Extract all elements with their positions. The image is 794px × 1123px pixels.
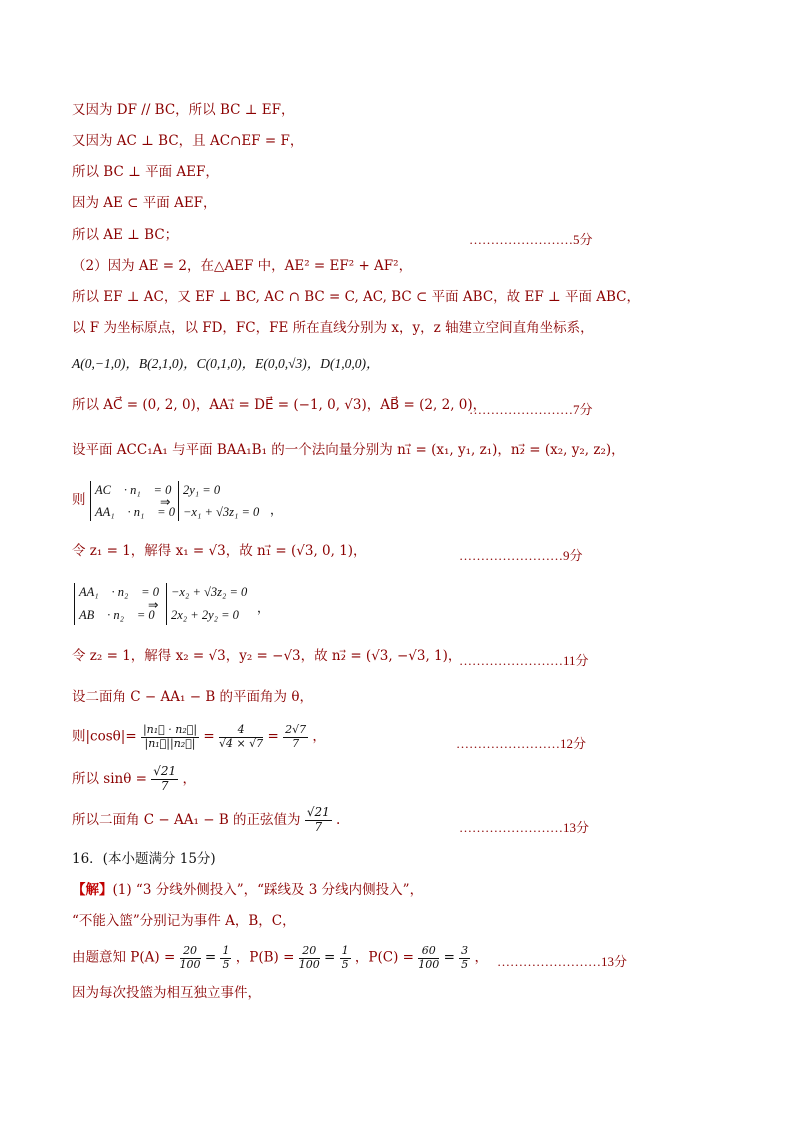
system2-brace-left	[74, 583, 75, 625]
cos-fraction-2: $\frac{4}{√4 \times √7}$	[218, 723, 264, 750]
question-16-heading: 16．(本小题满分 15分)	[72, 851, 216, 867]
system1-eq-b2: −x₁ + √3z₁ = 0	[183, 505, 260, 519]
system2-comma: ，	[257, 601, 270, 615]
dihedral-angle-line: 设二面角 C − AA₁ − B 的平面角为 θ，	[72, 689, 313, 705]
system1-eq-a1: AC⃗ · n₁⃗ = 0	[95, 483, 172, 497]
system1-eq-a2: AA₁⃗ · n₁⃗ = 0	[95, 505, 175, 519]
normal-vectors-line: 设平面 ACC₁A₁ 与平面 BAA₁B₁ 的一个法向量分别为 n₁⃗ = (x₁, y₁, z₁)，n₂⃗ = (x₂, y₂, z₂)，	[72, 442, 625, 458]
system1-brace-right	[178, 481, 179, 521]
proof-line-5: 所以 AE ⊥ BC；	[72, 227, 179, 243]
points-line: A(0,−1,0)，B(2,1,0)，C(0,1,0)，E(0,0,√3)，D(1,0,0)，	[72, 356, 380, 371]
pc-fraction-1: $\frac{60}{100}$	[418, 944, 440, 971]
cos-fraction-3: $\frac{2√7}{7}$	[285, 723, 307, 750]
system1-eq-b1: 2y₁ = 0	[183, 483, 221, 497]
system2-eq-a2: AB⃗ · n₂⃗ = 0	[79, 608, 155, 622]
score-13: ……………………13分	[459, 820, 590, 835]
coordinate-system-line: 以 F 为坐标原点，以 FD，FC，FE 所在直线分别为 x，y，z 轴建立空间直角坐标系，	[72, 320, 594, 336]
solution-line-2: “不能入篮”分别记为事件 A，B，C，	[72, 913, 296, 929]
pb-fraction-2: $\frac{1}{5}$	[341, 944, 349, 971]
proof-line-1: 又因为 DF // BC，所以 BC ⊥ EF，	[72, 102, 295, 118]
score-11: ……………………11分	[459, 653, 589, 668]
pa-fraction-1: $\frac{20}{100}$	[179, 944, 201, 971]
part2-line-1: （2）因为 AE = 2，在△AEF 中，AE² = EF² + AF²，	[72, 258, 413, 274]
system1-prefix: 则	[72, 492, 86, 508]
cos-formula-line: 则|cosθ|= $\frac{\text{|n₁⃗ · n₂⃗|}}{\text{|n₁⃗||n₂⃗|}}$ = $\frac{4}{√4 \times √7}$ = $\frac{2√7}{7}$ ，	[72, 723, 326, 750]
system2-eq-a1: AA₁⃗ · n₂⃗ = 0	[79, 585, 159, 599]
part2-line-2: 所以 EF ⊥ AC，又 EF ⊥ BC, AC ∩ BC = C, AC, BC ⊂ 平面 ABC，故 EF ⊥ 平面 ABC，	[72, 289, 641, 305]
score-12: ……………………12分	[456, 736, 587, 751]
solve-n1-line: 令 z₁ = 1，解得 x₁ = √3，故 n₁⃗ = (√3, 0, 1)，	[72, 543, 367, 559]
system2-arrow: ⇒	[148, 598, 159, 612]
answer-line: 所以二面角 C − AA₁ − B 的正弦值为 $\frac{√21}{7}$ .	[72, 805, 341, 834]
probability-line: 由题意知 P(A) = $\frac{20}{100}$ = $\frac{1}{5}$ ，P(B) = $\frac{20}{100}$ = $\frac{1}{5}$ ，P(C) = $\frac{60}{100}$ = $\frac{3}{5}$ ，	[72, 944, 488, 971]
system1-brace-left	[90, 481, 91, 521]
score-13-b: ……………………13分	[497, 954, 628, 969]
vectors-line: 所以 AC⃗ = (0, 2, 0)，AA₁⃗ = DE⃗ = (−1, 0, √3)，AB⃗ = (2, 2, 0)，	[72, 397, 487, 413]
score-9: ……………………9分	[459, 548, 583, 563]
system2-eq-b1: −x₂ + √3z₂ = 0	[171, 585, 248, 599]
pb-fraction-1: $\frac{20}{100}$	[298, 944, 320, 971]
score-7: ……………………7分	[469, 402, 593, 417]
sin-fraction: $\frac{√21}{7}$	[153, 764, 177, 793]
pa-fraction-2: $\frac{1}{5}$	[222, 944, 230, 971]
sin-line: 所以 sinθ = $\frac{√21}{7}$ ，	[72, 764, 196, 793]
solution-line-1: 【解】(1) “3 分线外侧投入”，“踩线及 3 分线内侧投入”，	[72, 882, 424, 898]
pc-fraction-2: $\frac{3}{5}$	[461, 944, 469, 971]
system2-brace-right	[166, 583, 167, 625]
cos-fraction-1: $\frac{\text{|n₁⃗ · n₂⃗|}}{\text{|n₁⃗||n₂⃗|}}$	[142, 723, 198, 750]
proof-line-3: 所以 BC ⊥ 平面 AEF，	[72, 164, 219, 180]
score-5: ……………………5分	[469, 232, 593, 247]
proof-line-4: 因为 AE ⊂ 平面 AEF，	[72, 195, 217, 211]
proof-line-2: 又因为 AC ⊥ BC，且 AC∩EF = F，	[72, 133, 304, 149]
independence-line: 因为每次投篮为相互独立事件，	[72, 985, 261, 1001]
answer-fraction: $\frac{√21}{7}$	[306, 805, 330, 834]
system2-eq-b2: 2x₂ + 2y₂ = 0	[171, 608, 239, 622]
solve-n2-line: 令 z₂ = 1，解得 x₂ = √3，y₂ = −√3，故 n₂⃗ = (√3, −√3, 1)，	[72, 648, 462, 664]
system1-comma: ，	[270, 503, 283, 517]
system1-arrow: ⇒	[160, 495, 171, 509]
